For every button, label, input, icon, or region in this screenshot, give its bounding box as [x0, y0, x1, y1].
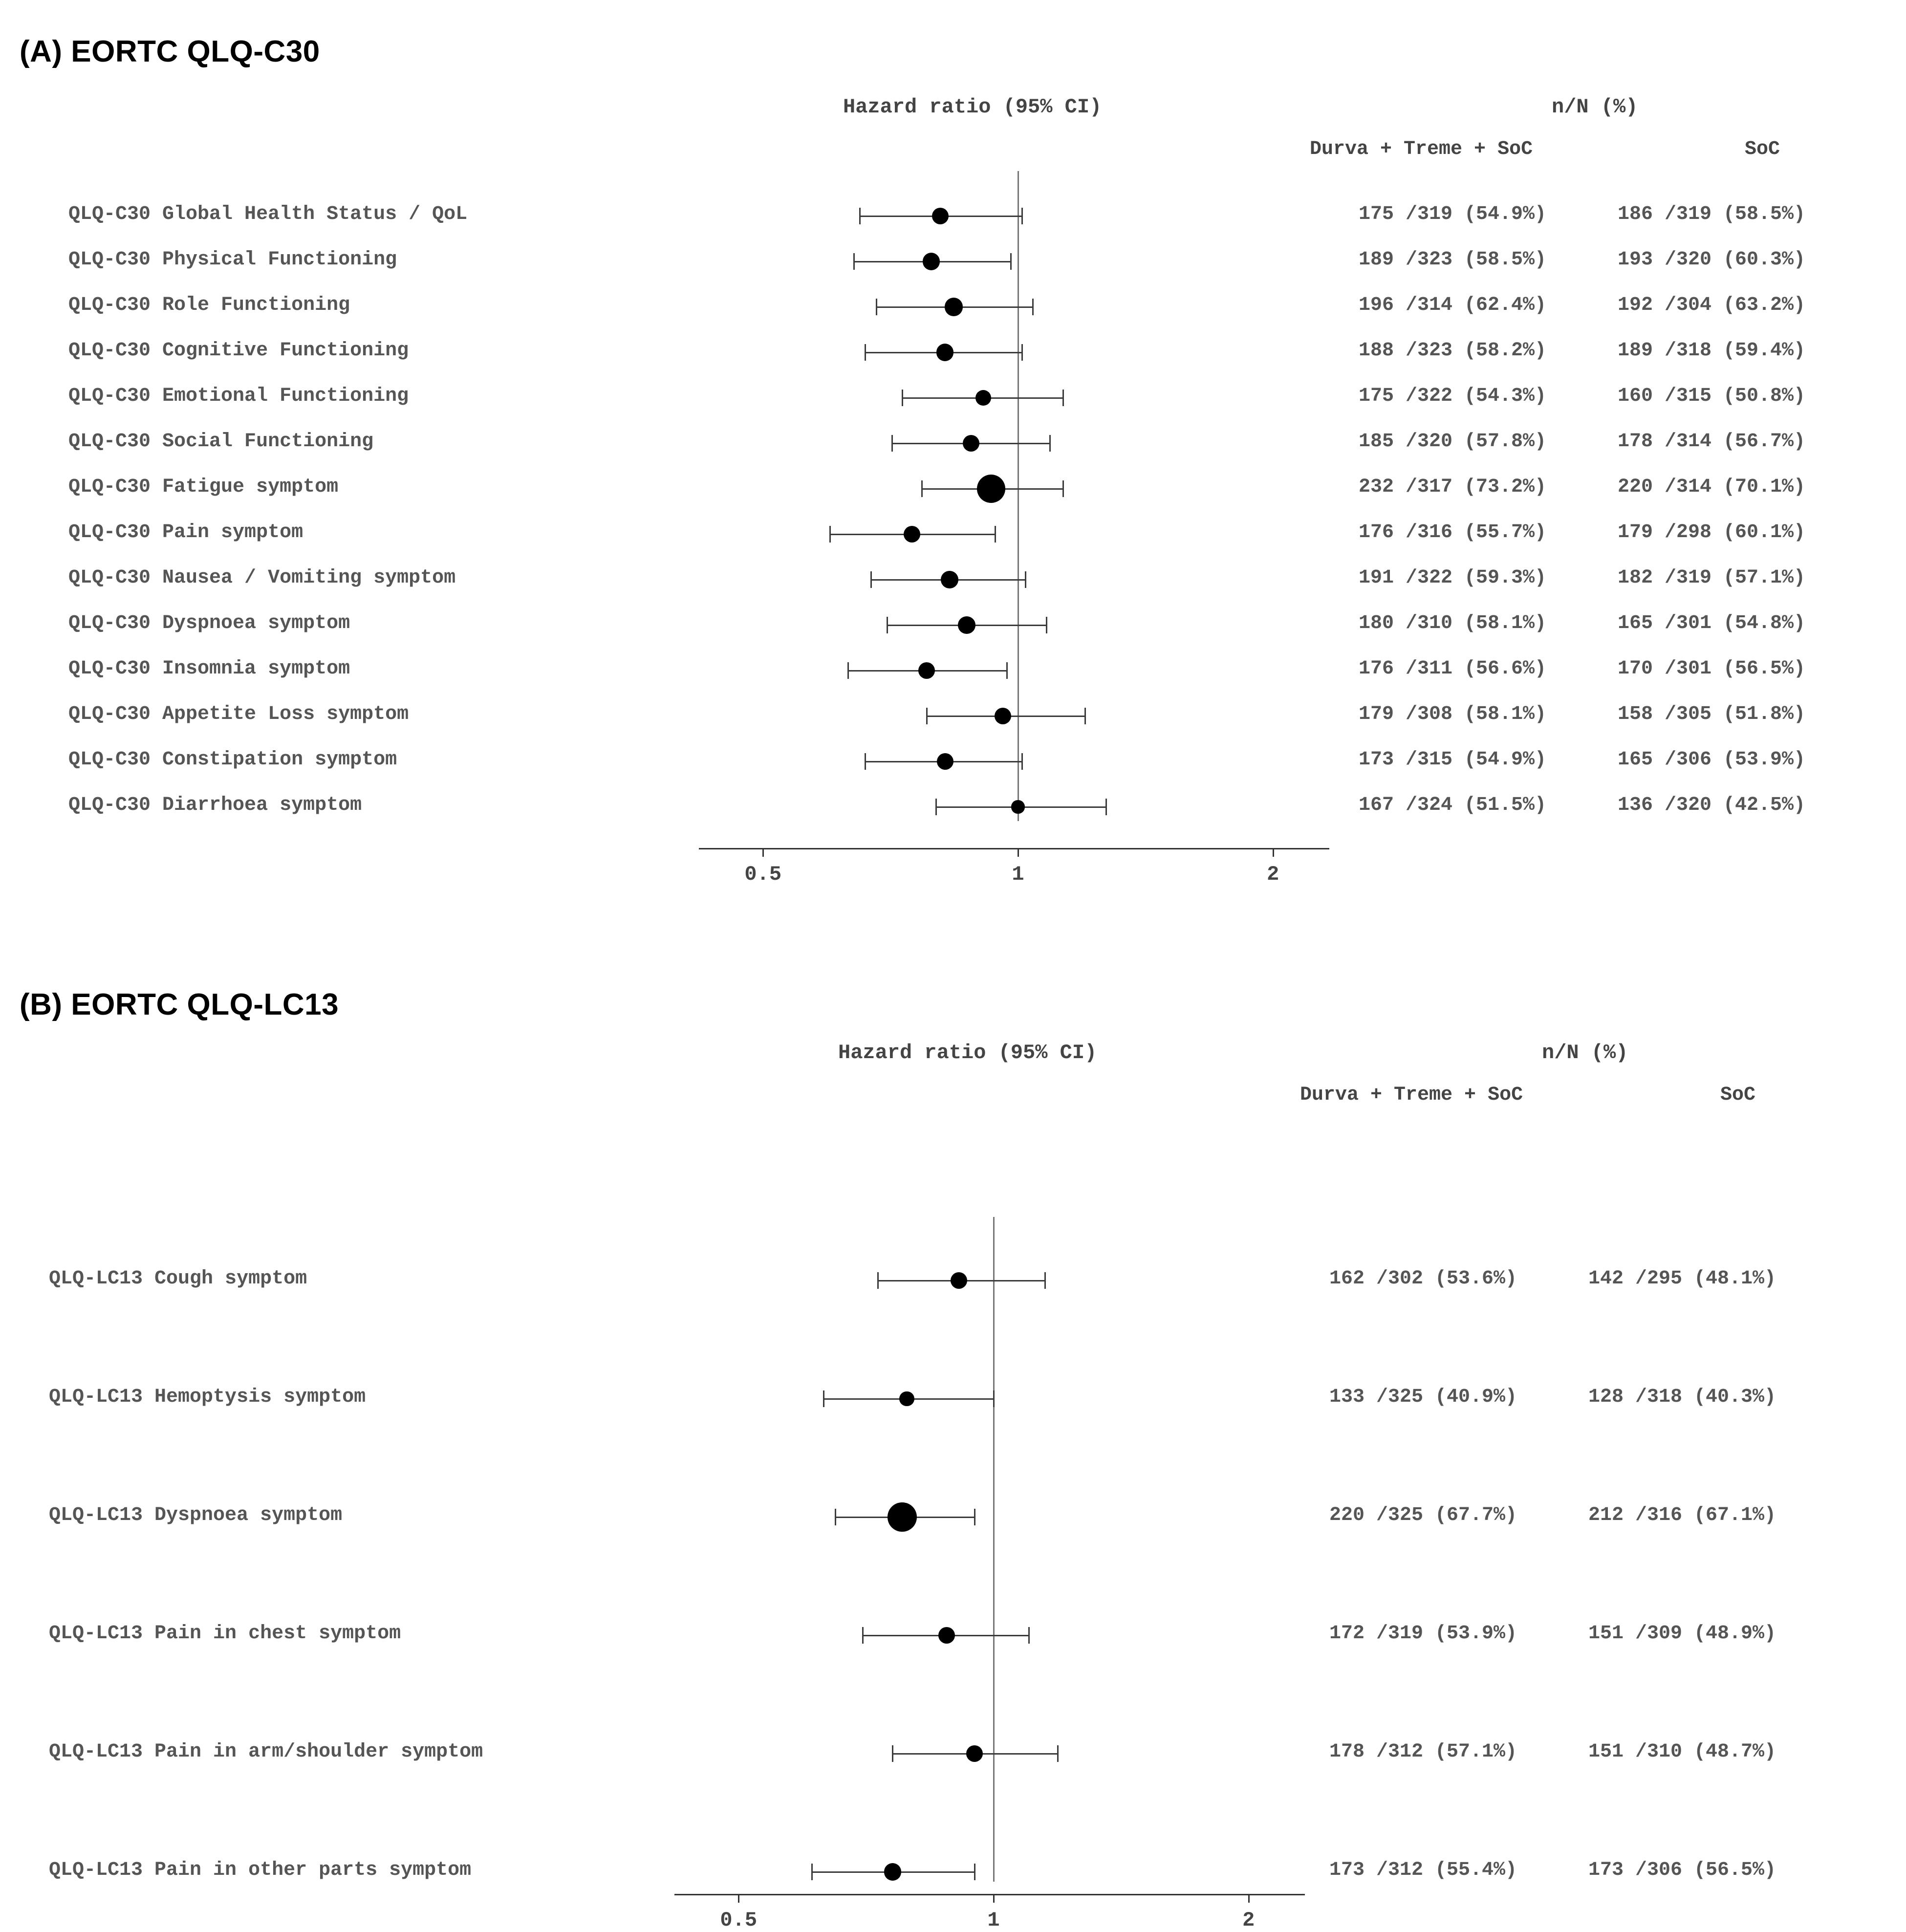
panel-qlq-c30	[0, 0, 1906, 958]
ci-cap-upper	[995, 526, 996, 543]
x-axis-tick	[738, 1894, 739, 1903]
forest-row-n-arm1: 173 /312 (55.4%)	[1329, 1859, 1517, 1881]
forest-row-n-arm1: 189 /323 (58.5%)	[1359, 249, 1547, 271]
forest-row-n-arm2: 179 /298 (60.1%)	[1618, 521, 1806, 543]
forest-row-label: QLQ-C30 Nausea / Vomiting symptom	[68, 567, 456, 589]
forest-row-n-arm2: 193 /320 (60.3%)	[1618, 249, 1806, 271]
ci-cap-upper	[1044, 1272, 1046, 1289]
ci-cap-upper	[1021, 208, 1023, 224]
forest-row-n-arm2: 178 /314 (56.7%)	[1618, 431, 1806, 453]
x-axis-tick-label: 0.5	[720, 1909, 758, 1932]
ci-cap-lower	[876, 299, 877, 315]
forest-row-n-arm1: 172 /319 (53.9%)	[1329, 1623, 1517, 1645]
ci-cap-lower	[877, 1272, 879, 1289]
panel-a-arm1-header: Durva + Treme + SoC	[1310, 138, 1533, 160]
forest-row-n-arm1: 232 /317 (73.2%)	[1359, 476, 1547, 498]
point-estimate-marker	[932, 208, 949, 224]
forest-row-n-arm2: 160 /315 (50.8%)	[1618, 385, 1806, 407]
ci-cap-lower	[853, 253, 855, 270]
forest-row-n-arm2: 136 /320 (42.5%)	[1618, 794, 1806, 816]
panel-b-nn-header: n/N (%)	[1542, 1041, 1628, 1064]
forest-row-label: QLQ-C30 Fatigue symptom	[68, 476, 339, 498]
ci-cap-upper	[1046, 617, 1047, 633]
point-estimate-marker	[936, 344, 954, 361]
forest-row-n-arm2: 220 /314 (70.1%)	[1618, 476, 1806, 498]
forest-row-n-arm1: 178 /312 (57.1%)	[1329, 1741, 1517, 1763]
ci-cap-lower	[865, 753, 866, 770]
point-estimate-marker	[1011, 800, 1024, 813]
point-estimate-marker	[918, 662, 935, 679]
point-estimate-marker	[975, 390, 991, 406]
point-estimate-marker	[899, 1391, 914, 1407]
forest-row-n-arm1: 196 /314 (62.4%)	[1359, 294, 1547, 316]
forest-row-n-arm2: 192 /304 (63.2%)	[1618, 294, 1806, 316]
forest-row-label: QLQ-C30 Pain symptom	[68, 521, 303, 543]
ci-cap-lower	[892, 1745, 893, 1762]
forest-row-n-arm1: 180 /310 (58.1%)	[1359, 612, 1547, 634]
forest-row-label: QLQ-C30 Appetite Loss symptom	[68, 703, 409, 725]
forest-row-label: QLQ-LC13 Cough symptom	[49, 1268, 307, 1290]
point-estimate-marker	[958, 616, 975, 634]
forest-row-label: QLQ-LC13 Pain in other parts symptom	[49, 1859, 472, 1881]
point-estimate-marker	[966, 1745, 983, 1762]
ci-cap-upper	[1021, 753, 1023, 770]
point-estimate-marker	[884, 1863, 902, 1881]
ci-cap-lower	[891, 435, 893, 452]
panel-b-arm2-header: SoC	[1720, 1084, 1756, 1106]
ci-cap-lower	[865, 344, 866, 361]
forest-row-label: QLQ-LC13 Dyspnoea symptom	[49, 1504, 343, 1526]
forest-row-label: QLQ-C30 Dyspnoea symptom	[68, 612, 350, 634]
forest-row-label: QLQ-LC13 Pain in chest symptom	[49, 1623, 401, 1645]
reference-line	[1018, 171, 1019, 821]
point-estimate-marker	[945, 298, 963, 316]
panel-a-forest-plot	[0, 0, 1906, 958]
ci-cap-upper	[1084, 708, 1086, 724]
panel-b-arm1-header: Durva + Treme + SoC	[1300, 1084, 1523, 1106]
ci-cap-upper	[1021, 344, 1023, 361]
forest-row-label: QLQ-LC13 Pain in arm/shoulder symptom	[49, 1741, 483, 1763]
point-estimate-marker	[995, 708, 1011, 724]
forest-row-n-arm2: 128 /318 (40.3%)	[1588, 1386, 1776, 1408]
forest-row-n-arm2: 182 /319 (57.1%)	[1618, 567, 1806, 589]
ci-cap-upper	[1032, 299, 1034, 315]
forest-row-n-arm1: 175 /319 (54.9%)	[1359, 203, 1547, 225]
ci-cap-lower	[862, 1627, 864, 1644]
x-axis-tick-label: 1	[1012, 863, 1024, 886]
ci-cap-lower	[823, 1390, 824, 1407]
forest-row-n-arm2: 170 /301 (56.5%)	[1618, 658, 1806, 680]
ci-cap-lower	[902, 390, 903, 406]
forest-row-n-arm2: 151 /309 (48.9%)	[1588, 1623, 1776, 1645]
ci-cap-lower	[921, 480, 923, 497]
forest-row-n-arm1: 167 /324 (51.5%)	[1359, 794, 1547, 816]
x-axis-tick-label: 1	[987, 1909, 1000, 1932]
forest-row-label: QLQ-C30 Physical Functioning	[68, 249, 397, 271]
ci-cap-lower	[887, 617, 888, 633]
ci-cap-upper	[1028, 1627, 1030, 1644]
ci-cap-upper	[1062, 390, 1064, 406]
ci-cap-upper	[993, 1390, 995, 1407]
x-axis-tick-label: 0.5	[744, 863, 782, 886]
forest-row-label: QLQ-C30 Social Functioning	[68, 431, 374, 453]
point-estimate-marker	[904, 526, 920, 543]
panel-b-title: (B) EORTC QLQ-LC13	[20, 988, 339, 1021]
ci-cap-lower	[835, 1509, 836, 1525]
ci-cap-upper	[974, 1509, 975, 1525]
forest-row-n-arm1: 176 /311 (56.6%)	[1359, 658, 1547, 680]
x-axis-line	[699, 848, 1329, 849]
ci-cap-upper	[1006, 662, 1008, 679]
ci-cap-upper	[1057, 1745, 1059, 1762]
panel-a-arm2-header: SoC	[1745, 138, 1780, 160]
forest-row-label: QLQ-C30 Insomnia symptom	[68, 658, 350, 680]
panel-a-nn-header: n/N (%)	[1552, 95, 1638, 119]
panel-a-hazard-ratio-header: Hazard ratio (95% CI)	[843, 95, 1102, 119]
point-estimate-marker	[937, 753, 953, 770]
forest-row-n-arm2: 158 /305 (51.8%)	[1618, 703, 1806, 725]
point-estimate-marker	[888, 1502, 917, 1532]
point-estimate-marker	[951, 1272, 967, 1289]
forest-row-label: QLQ-C30 Emotional Functioning	[68, 385, 409, 407]
forest-row-n-arm2: 165 /306 (53.9%)	[1618, 749, 1806, 771]
ci-cap-lower	[859, 208, 861, 224]
forest-row-n-arm2: 151 /310 (48.7%)	[1588, 1741, 1776, 1763]
x-axis-tick	[993, 1894, 995, 1903]
forest-row-label: QLQ-C30 Global Health Status / QoL	[68, 203, 468, 225]
point-estimate-marker	[938, 1627, 955, 1644]
x-axis-line	[674, 1894, 1305, 1895]
forest-row-n-arm2: 165 /301 (54.8%)	[1618, 612, 1806, 634]
forest-row-n-arm1: 176 /316 (55.7%)	[1359, 521, 1547, 543]
forest-row-n-arm1: 185 /320 (57.8%)	[1359, 431, 1547, 453]
x-axis-tick	[1018, 848, 1019, 857]
ci-cap-lower	[811, 1864, 813, 1880]
point-estimate-marker	[963, 435, 979, 452]
panel-b-forest-plot	[0, 958, 1906, 1932]
ci-cap-upper	[1049, 435, 1051, 452]
ci-cap-upper	[1062, 480, 1064, 497]
panel-qlq-lc13	[0, 958, 1906, 1932]
x-axis-tick-label: 2	[1242, 1909, 1255, 1932]
point-estimate-marker	[941, 571, 958, 588]
forest-row-n-arm1: 188 /323 (58.2%)	[1359, 340, 1547, 362]
point-estimate-marker	[977, 475, 1005, 503]
ci-cap-lower	[926, 708, 928, 724]
x-axis-tick	[1273, 848, 1274, 857]
forest-row-label: QLQ-LC13 Hemoptysis symptom	[49, 1386, 366, 1408]
forest-row-n-arm1: 179 /308 (58.1%)	[1359, 703, 1547, 725]
forest-row-n-arm2: 142 /295 (48.1%)	[1588, 1268, 1776, 1290]
forest-row-label: QLQ-C30 Diarrhoea symptom	[68, 794, 362, 816]
reference-line	[993, 1217, 995, 1882]
ci-cap-upper	[974, 1864, 975, 1880]
ci-cap-lower	[847, 662, 849, 679]
forest-row-n-arm1: 175 /322 (54.3%)	[1359, 385, 1547, 407]
ci-cap-lower	[870, 571, 872, 588]
forest-row-n-arm1: 191 /322 (59.3%)	[1359, 567, 1547, 589]
forest-row-label: QLQ-C30 Constipation symptom	[68, 749, 397, 771]
forest-row-n-arm2: 173 /306 (56.5%)	[1588, 1859, 1776, 1881]
x-axis-tick	[1248, 1894, 1250, 1903]
forest-row-n-arm1: 173 /315 (54.9%)	[1359, 749, 1547, 771]
forest-row-n-arm2: 212 /316 (67.1%)	[1588, 1504, 1776, 1526]
forest-row-label: QLQ-C30 Cognitive Functioning	[68, 340, 409, 362]
point-estimate-marker	[923, 253, 940, 270]
x-axis-tick-label: 2	[1267, 863, 1279, 886]
ci-cap-upper	[1025, 571, 1026, 588]
ci-cap-lower	[935, 799, 937, 815]
panel-b-hazard-ratio-header: Hazard ratio (95% CI)	[838, 1041, 1097, 1064]
ci-cap-upper	[1105, 799, 1107, 815]
forest-row-n-arm2: 189 /318 (59.4%)	[1618, 340, 1806, 362]
forest-row-n-arm2: 186 /319 (58.5%)	[1618, 203, 1806, 225]
forest-row-label: QLQ-C30 Role Functioning	[68, 294, 350, 316]
ci-cap-upper	[1010, 253, 1012, 270]
forest-row-n-arm1: 220 /325 (67.7%)	[1329, 1504, 1517, 1526]
forest-row-n-arm1: 162 /302 (53.6%)	[1329, 1268, 1517, 1290]
forest-row-n-arm1: 133 /325 (40.9%)	[1329, 1386, 1517, 1408]
ci-cap-lower	[829, 526, 831, 543]
x-axis-tick	[762, 848, 764, 857]
panel-a-title: (A) EORTC QLQ-C30	[20, 35, 320, 68]
